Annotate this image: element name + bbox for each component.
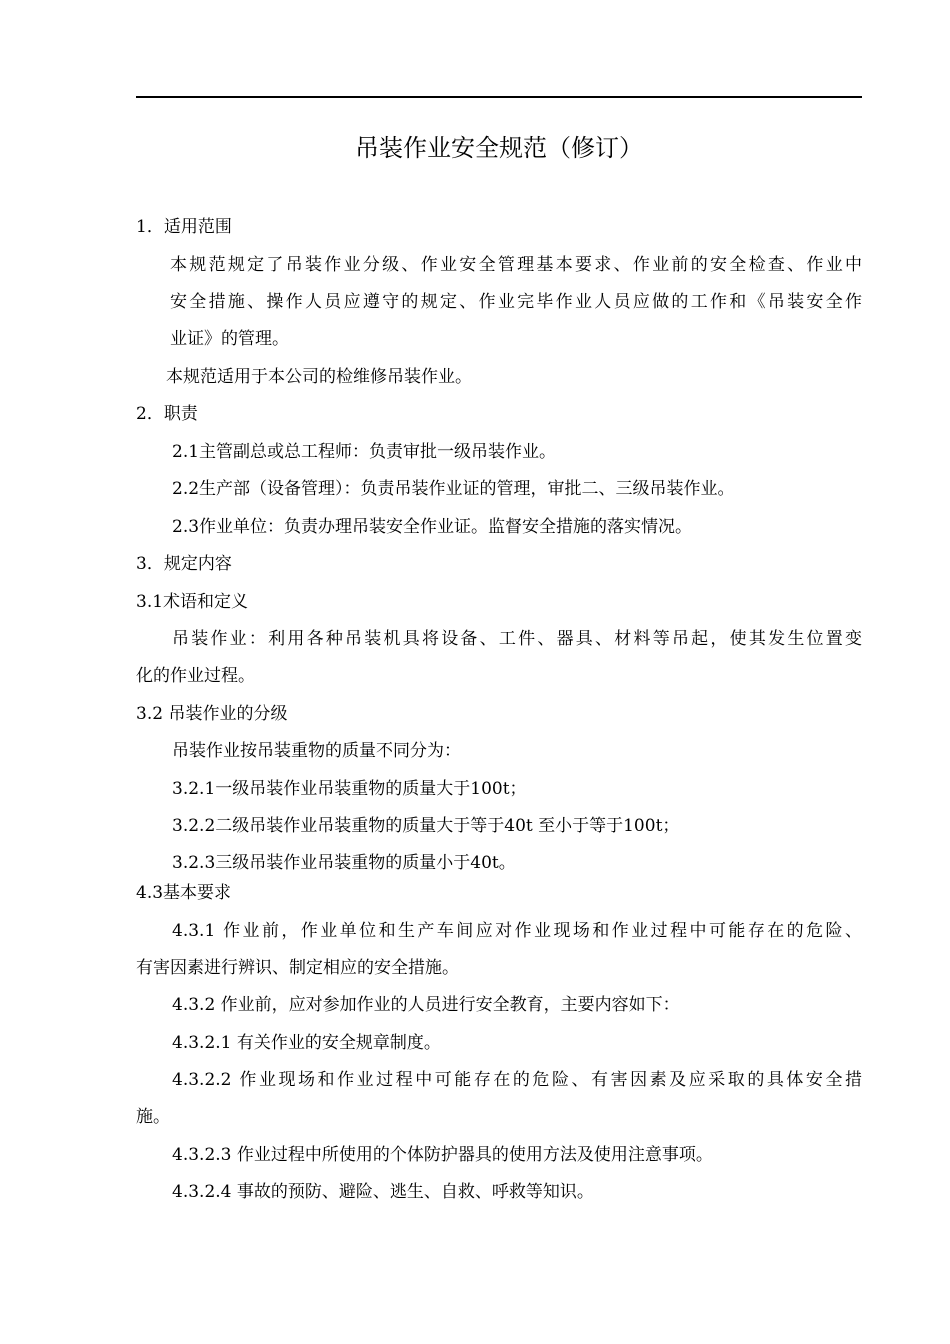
requirement-item: 4.3.2.2 作业现场和作业过程中可能存在的危险、有害因素及应采取的具体安全措 [172, 1070, 862, 1090]
definition-paragraph-line: 化的作业过程。 [136, 666, 255, 686]
definition-paragraph-line: 吊装作业：利用各种吊装机具将设备、工件、器具、材料等吊起，使其发生位置变 [172, 629, 862, 649]
subheading-classification: 3.2 吊装作业的分级 [136, 704, 288, 724]
classification-item: 3.2.1一级吊装作业吊装重物的质量大于100t； [172, 779, 527, 799]
classification-intro: 吊装作业按吊装重物的质量不同分为： [172, 741, 461, 761]
heading-provisions: 3．规定内容 [136, 554, 232, 574]
scope-paragraph-line: 业证》的管理。 [170, 329, 289, 349]
classification-item: 3.2.3三级吊装作业吊装重物的质量小于40t。 [172, 853, 516, 873]
subheading-terms: 3.1术语和定义 [136, 592, 249, 612]
scope-paragraph-line: 本规范规定了吊装作业分级、作业安全管理基本要求、作业前的安全检查、作业中 [170, 255, 862, 275]
requirement-paragraph-line: 4.3.2 作业前，应对参加作业的人员进行安全教育，主要内容如下： [172, 995, 680, 1015]
heading-duties: 2．职责 [136, 404, 198, 424]
heading-scope: 1．适用范围 [136, 217, 232, 237]
requirement-item: 4.3.2.3 作业过程中所使用的个体防护器具的使用方法及使用注意事项。 [172, 1145, 713, 1165]
duty-item: 2.3作业单位：负责办理吊装安全作业证。监督安全措施的落实情况。 [172, 517, 693, 537]
requirement-item: 4.3.2.4 事故的预防、避险、逃生、自救、呼救等知识。 [172, 1182, 594, 1202]
requirement-paragraph-line: 有害因素进行辨识、制定相应的安全措施。 [136, 958, 459, 978]
header-rule [136, 96, 862, 98]
scope-applicability: 本规范适用于本公司的检维修吊装作业。 [166, 367, 472, 387]
classification-item: 3.2.2二级吊装作业吊装重物的质量大于等于40t 至小于等于100t； [172, 816, 680, 836]
scope-paragraph-line: 安全措施、操作人员应遵守的规定、作业完毕作业人员应做的工作和《吊装安全作 [170, 292, 862, 312]
duty-item: 2.2生产部（设备管理）：负责吊装作业证的管理，审批二、三级吊装作业。 [172, 479, 735, 499]
document-title: 吊装作业安全规范（修订） [355, 134, 643, 162]
subheading-basic-requirements: 4.3基本要求 [136, 883, 232, 903]
requirement-paragraph-line: 4.3.1 作业前，作业单位和生产车间应对作业现场和作业过程中可能存在的危险、 [172, 921, 862, 941]
requirement-item: 施。 [136, 1107, 170, 1127]
duty-item: 2.1主管副总或总工程师：负责审批一级吊装作业。 [172, 442, 557, 462]
requirement-item: 4.3.2.1 有关作业的安全规章制度。 [172, 1033, 441, 1053]
